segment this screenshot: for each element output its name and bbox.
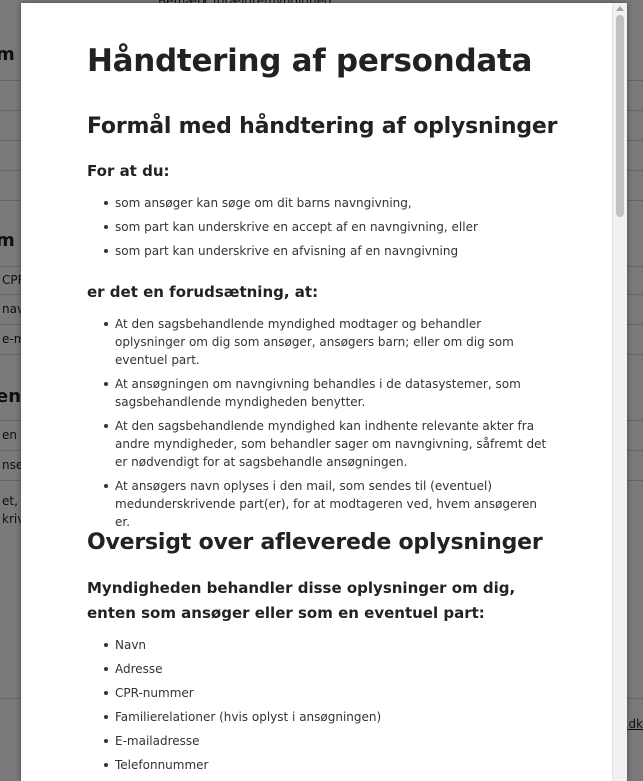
section-heading-purpose: Formål med håndtering af oplysninger xyxy=(87,114,558,139)
modal-title: Håndtering af persondata xyxy=(87,43,533,79)
modal-scrollbar[interactable] xyxy=(612,3,627,781)
list-item: som ansøger kan søge om dit barns navngivning, xyxy=(87,194,547,212)
list-item: som part kan underskrive en afvisning af en navngivning xyxy=(87,242,547,260)
overview-subheading: Myndigheden behandler disse oplysninger om dig, enten som ansøger eller som en eventuel part: xyxy=(87,579,516,622)
list-item: E-mailadresse xyxy=(87,732,547,750)
section-heading-overview: Oversigt over afleverede oplysninger xyxy=(87,530,543,555)
purpose-list xyxy=(87,194,547,266)
data-items-list xyxy=(87,636,547,780)
list-item: At den sagsbehandlende myndighed modtager og behandler oplysninger om dig som ansøger, ansøgers barn; eller om dig som eventuel part. xyxy=(87,315,547,369)
list-item: Adresse xyxy=(87,660,547,678)
purpose-intro: For at du: xyxy=(87,162,170,180)
list-item: som part kan underskrive en accept af en navngivning, eller xyxy=(87,218,547,236)
list-item: CPR-nummer xyxy=(87,684,547,702)
privacy-modal xyxy=(21,3,627,781)
scrollbar-thumb[interactable] xyxy=(616,15,624,217)
list-item: Telefonnummer xyxy=(87,756,547,774)
condition-list xyxy=(87,315,547,537)
list-item: At ansøgers navn oplyses i den mail, som sendes til (eventuel) medunderskrivende part(er), for at modtageren ved, hvem ansøgeren er. xyxy=(87,477,547,531)
scroll-up-arrow-icon[interactable] xyxy=(616,6,624,11)
list-item: Familierelationer (hvis oplyst i ansøgningen) xyxy=(87,708,547,726)
condition-heading: er det en forudsætning, at: xyxy=(87,283,319,301)
list-item: Navn xyxy=(87,636,547,654)
list-item: At ansøgningen om navngivning behandles i de datasystemer, som sagsbehandlende myndigheden benytter. xyxy=(87,375,547,411)
list-item: At den sagsbehandlende myndighed kan indhente relevante akter fra andre myndigheder, som behandler sager om navngivning, såfremt det er nødvendigt for at sagsbehandle ansøgningen. xyxy=(87,417,547,471)
